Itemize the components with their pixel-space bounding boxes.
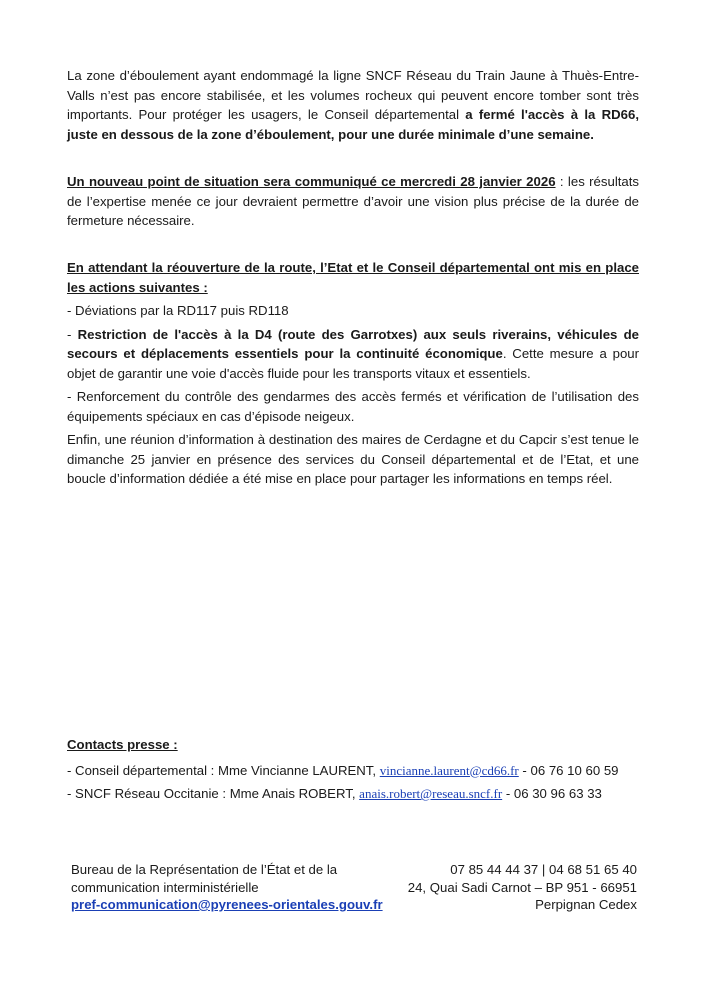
paragraph-next-update xyxy=(67,172,639,231)
footer-office xyxy=(71,861,383,914)
next-update-rest: : les résultats de l’expertise menée ce jour devraient permettre d’avoir une vision plus précise de la durée de fermeture nécessaire. xyxy=(67,174,640,228)
rockfall-text: La zone d’éboulement ayant endommagé la ligne SNCF Réseau du Train Jaune à Thuès-Entre-Valls n’est pas encore stabilisée, et les volumes rocheux qui peuvent encore tomber sont très importants. Pour protéger les usagers, le Conseil départemental xyxy=(67,68,639,122)
footer-email-link[interactable]: pref-communication@pyrenees-orientales.gouv.fr xyxy=(71,897,383,912)
footer-office-line1: Bureau de la Représentation de l’État et de la xyxy=(71,862,338,877)
closing-paragraph: Enfin, une réunion d’information à destination des maires de Cerdagne et du Capcir s’est tenue le dimanche 25 janvier en présence des services du Conseil départemental et de l’Etat, et une boucle d’information dédiée a été mise en place pour partager les informations en temps réel. xyxy=(67,432,639,486)
section-actions xyxy=(67,258,639,489)
footer-office-line2: communication interministérielle xyxy=(71,879,259,895)
action-item-deviations: - Déviations par la RD117 puis RD118 xyxy=(67,303,289,318)
contact-cd66-phone: - 06 76 10 60 59 xyxy=(518,762,619,778)
action-item-controls: - Renforcement du contrôle des gendarmes des accès fermés et vérification de l’utilisation des équipements spéciaux en cas d’épisode neigeux. xyxy=(67,389,639,424)
footer-city: Perpignan Cedex xyxy=(535,897,637,912)
action-item-restriction-bold: Restriction de l'accès à la D4 (route des Garrotxes) aux seuls riverains, véhicules de secours et déplacements essentiels pour la continuité économique xyxy=(67,326,639,361)
rockfall-closure-bold: a fermé l'accès à la RD66, juste en dessous de la zone d’éboulement, pour une durée minimale d’une semaine. xyxy=(67,107,639,142)
actions-heading: En attendant la réouverture de la route, l’Etat et le Conseil départemental ont mis en place les actions suivantes : xyxy=(67,260,639,295)
footer-address xyxy=(408,861,637,914)
contact-sncf-label: - SNCF Réseau Occitanie : Mme Anais ROBERT, xyxy=(67,786,360,801)
contact-sncf xyxy=(67,784,639,804)
contacts-heading: Contacts presse : xyxy=(67,737,178,752)
paragraph-rockfall xyxy=(67,66,639,144)
action-item-restriction xyxy=(67,325,639,384)
contact-sncf-email-link[interactable]: anais.robert@reseau.sncf.fr xyxy=(359,786,503,801)
contact-sncf-phone: - 06 30 96 63 33 xyxy=(502,786,602,801)
footer-street: 24, Quai Sadi Carnot – BP 951 - 66951 xyxy=(407,879,637,895)
action-item-restriction-rest: . Cette mesure a pour objet de garantir une voie d'accès fluide pour les transports vitaux et essentiels. xyxy=(67,346,640,381)
contact-cd66 xyxy=(67,761,639,781)
contact-cd66-label: - Conseil départemental : Mme Vincianne LAURENT, xyxy=(67,762,380,778)
next-update-underlined: Un nouveau point de situation sera communiqué ce mercredi 28 janvier 2026 xyxy=(67,174,556,189)
contact-cd66-email-link[interactable]: vincianne.laurent@cd66.fr xyxy=(379,762,519,778)
press-contacts xyxy=(67,735,639,804)
footer-phones: 07 85 44 44 37 | 04 68 51 65 40 xyxy=(450,862,637,877)
action-item-restriction-prefix: - xyxy=(67,326,78,342)
